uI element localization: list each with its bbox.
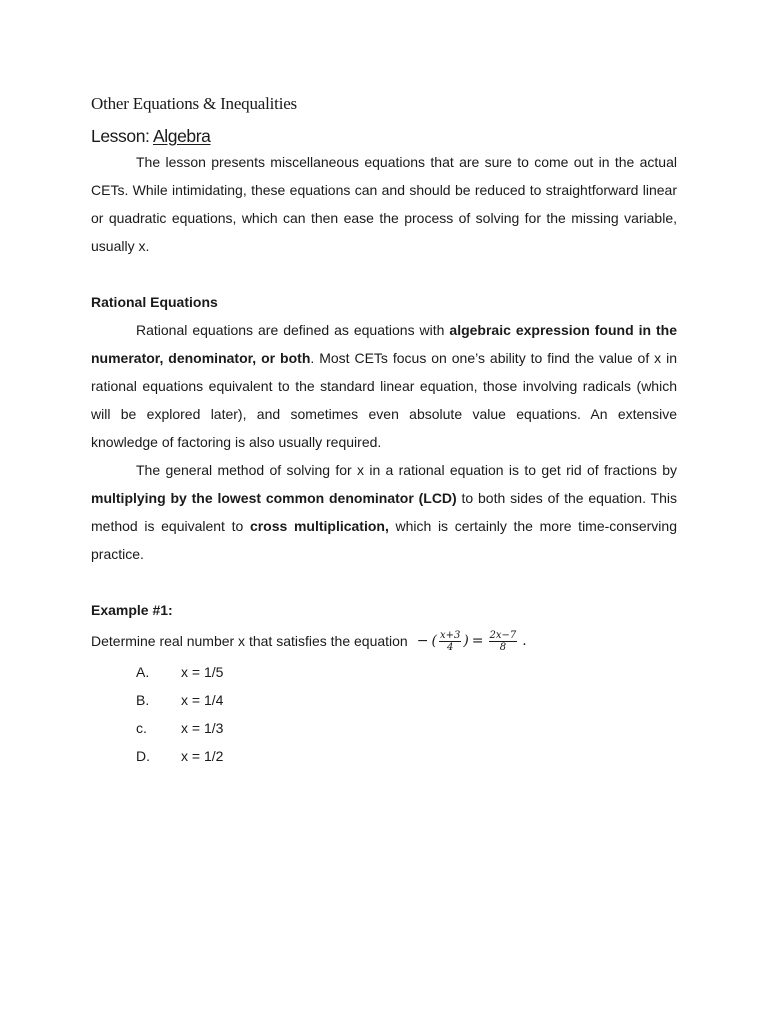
lcd-method-paragraph [91, 456, 677, 568]
choice-text: x = 1/4 [181, 692, 224, 708]
right-denominator: 8 [499, 641, 507, 653]
rational-p1-text-c: . Most CETs focus on one’s ability to find the value of x in rational equations equivalent to the standard linear equation, those involving radicals (which will be explored later), and sometimes even absolute value equations. An extensive knowledge of factoring is also usually required. [91, 350, 677, 450]
left-denominator: 4 [446, 641, 454, 653]
answer-choices [91, 658, 677, 770]
right-numerator: 2x−7 [489, 629, 517, 641]
lesson-line [91, 124, 677, 148]
rational-p2-text-e: which is certainly the more time-conserving practice. [91, 518, 677, 562]
rational-p2-text-c: to both sides of the equation. This method is equivalent to [91, 490, 677, 534]
equation-left-fraction [439, 630, 461, 653]
section-heading-rational-equations: Rational Equations [91, 294, 218, 310]
document-title: Other Equations & Inequalities [91, 94, 297, 113]
lcd-bold: multiplying by the lowest common denominator (LCD) [91, 490, 457, 506]
lesson-prefix: Lesson: [91, 126, 153, 146]
choice-c[interactable] [91, 714, 677, 742]
rational-p2-text-a: The general method of solving for x in a rational equation is to get rid of fractions by [136, 462, 677, 478]
lesson-link-algebra[interactable]: Algebra [153, 126, 211, 146]
equation-lparen: ( [431, 633, 437, 649]
choice-text: x = 1/5 [181, 664, 224, 680]
choice-text: x = 1/3 [181, 720, 224, 736]
rational-definition-paragraph [91, 316, 677, 456]
equation-period: . [522, 633, 527, 649]
equation-right-fraction [489, 630, 518, 653]
choice-letter: A. [136, 664, 150, 680]
equation-equals: = [471, 633, 484, 649]
example-heading: Example #1: [91, 602, 173, 618]
equation-minus: − [416, 633, 429, 649]
choice-d[interactable] [91, 742, 677, 770]
rational-p1-bold: algebraic expression found in the numerator, denominator, or both [91, 322, 677, 366]
choice-letter: c. [136, 720, 147, 736]
choice-text: x = 1/2 [181, 748, 224, 764]
choice-a[interactable] [91, 658, 677, 686]
rational-p1-text-a: Rational equations are defined as equations with [136, 322, 450, 338]
equation-rparen: ) [463, 633, 469, 649]
equation [414, 624, 530, 658]
left-numerator: x+3 [439, 629, 461, 641]
choice-letter: D. [136, 748, 150, 764]
cross-multiplication-bold: cross multiplication, [249, 518, 389, 534]
example-question [91, 624, 677, 658]
choice-letter: B. [136, 692, 150, 708]
intro-paragraph: The lesson presents miscellaneous equations that are sure to come out in the actual CETs. While intimidating, these equations can and should be reduced to straightforward linear or quadratic equations, which can then ease the process of solving for the missing variable, usually x. [91, 154, 677, 254]
choice-b[interactable] [91, 686, 677, 714]
question-text: Determine real number x that satisfies the equation [91, 633, 408, 649]
